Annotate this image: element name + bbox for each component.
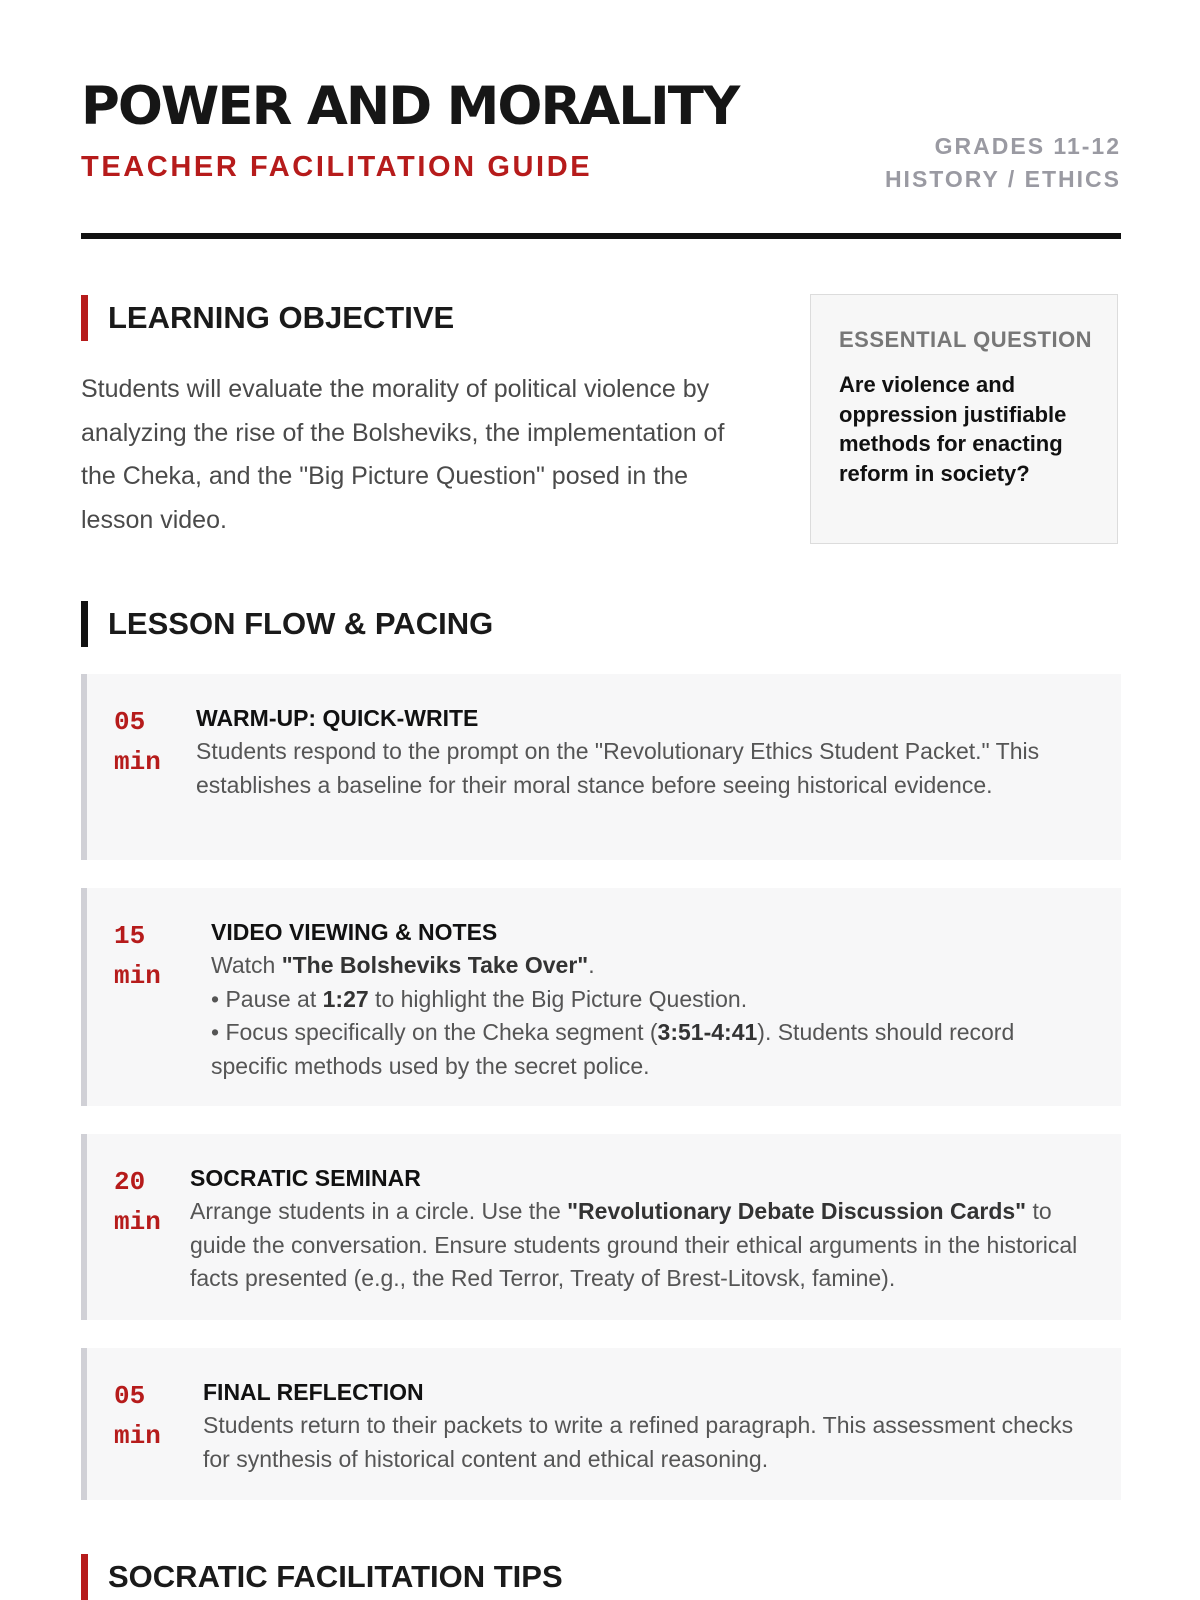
header bbox=[81, 0, 1121, 245]
duration-unit: min bbox=[114, 1421, 161, 1451]
step-duration bbox=[114, 1376, 161, 1456]
learning-objective-text: Students will evaluate the morality of political violence by analyzing the rise of the Bolsheviks, the implementation of the Cheka, and the "Big Picture Question" posed in the lesson video. bbox=[81, 375, 725, 534]
step-title: VIDEO VIEWING & NOTES bbox=[211, 919, 498, 945]
learning-objective-heading: LEARNING OBJECTIVE bbox=[81, 295, 454, 341]
step-description bbox=[211, 949, 1091, 1083]
video-line: Watch "The Bolsheviks Take Over". bbox=[211, 952, 595, 978]
focus-line: • Focus specifically on the Cheka segment (3:51-4:41). Students should record specific methods used by the secret police. bbox=[211, 1019, 1015, 1079]
duration-unit: min bbox=[114, 1207, 161, 1237]
lesson-flow-heading: LESSON FLOW & PACING bbox=[81, 601, 493, 647]
step-title: WARM-UP: QUICK-WRITE bbox=[196, 705, 479, 731]
duration-minutes: 20 bbox=[114, 1167, 146, 1197]
duration-unit: min bbox=[114, 961, 161, 991]
duration-minutes: 15 bbox=[114, 921, 146, 951]
duration-minutes: 05 bbox=[114, 707, 146, 737]
header-divider bbox=[81, 233, 1121, 239]
page-subtitle: TEACHER FACILITATION GUIDE bbox=[81, 151, 593, 183]
lesson-step-reflection bbox=[81, 1348, 1121, 1500]
step-description: Arrange students in a circle. Use the "Revolutionary Debate Discussion Cards" to guide the conversation. Ensure students ground their ethical arguments in the historical facts presented (e.g., the Red Terror, Treaty of Brest-Litovsk, famine). bbox=[190, 1198, 1078, 1291]
step-title: SOCRATIC SEMINAR bbox=[190, 1165, 421, 1191]
duration-minutes: 05 bbox=[114, 1381, 146, 1411]
step-description: Students respond to the prompt on the "Revolutionary Ethics Student Packet." This establishes a baseline for their moral stance before seeing historical evidence. bbox=[196, 738, 1040, 798]
essential-question-box bbox=[810, 294, 1118, 544]
step-body bbox=[211, 916, 1091, 1083]
grade-level: GRADES 11-12 bbox=[934, 133, 1121, 159]
lesson-step-warm-up bbox=[81, 674, 1121, 860]
step-description: Students return to their packets to write a refined paragraph. This assessment checks for synthesis of historical content and ethical reasoning. bbox=[203, 1412, 1074, 1472]
facilitation-tips-heading: SOCRATIC FACILITATION TIPS bbox=[81, 1554, 563, 1600]
step-body bbox=[190, 1162, 1091, 1296]
essential-question-text: Are violence and oppression justifiable methods for enacting reform in society? bbox=[839, 372, 1067, 486]
step-title: FINAL REFLECTION bbox=[203, 1379, 424, 1405]
step-duration bbox=[114, 916, 161, 996]
lesson-step-seminar bbox=[81, 1134, 1121, 1320]
resource-name: "Revolutionary Debate Discussion Cards" bbox=[567, 1198, 1027, 1224]
video-title: "The Bolsheviks Take Over" bbox=[281, 952, 589, 978]
subject-area: HISTORY / ETHICS bbox=[884, 166, 1121, 192]
timestamp-range: 3:51-4:41 bbox=[657, 1019, 758, 1045]
step-body bbox=[203, 1376, 1091, 1476]
step-duration bbox=[114, 1162, 161, 1242]
step-duration bbox=[114, 702, 161, 782]
document-page bbox=[81, 0, 1121, 1594]
page-title: POWER AND MORALITY bbox=[81, 76, 739, 137]
timestamp: 1:27 bbox=[322, 985, 369, 1012]
lesson-step-video bbox=[81, 888, 1121, 1106]
duration-unit: min bbox=[114, 747, 161, 777]
essential-question-label: ESSENTIAL QUESTION bbox=[839, 327, 1093, 352]
pause-line: • Pause at 1:27 to highlight the Big Picture Question. bbox=[211, 985, 748, 1012]
step-body bbox=[196, 702, 1091, 802]
course-meta bbox=[885, 130, 1121, 196]
